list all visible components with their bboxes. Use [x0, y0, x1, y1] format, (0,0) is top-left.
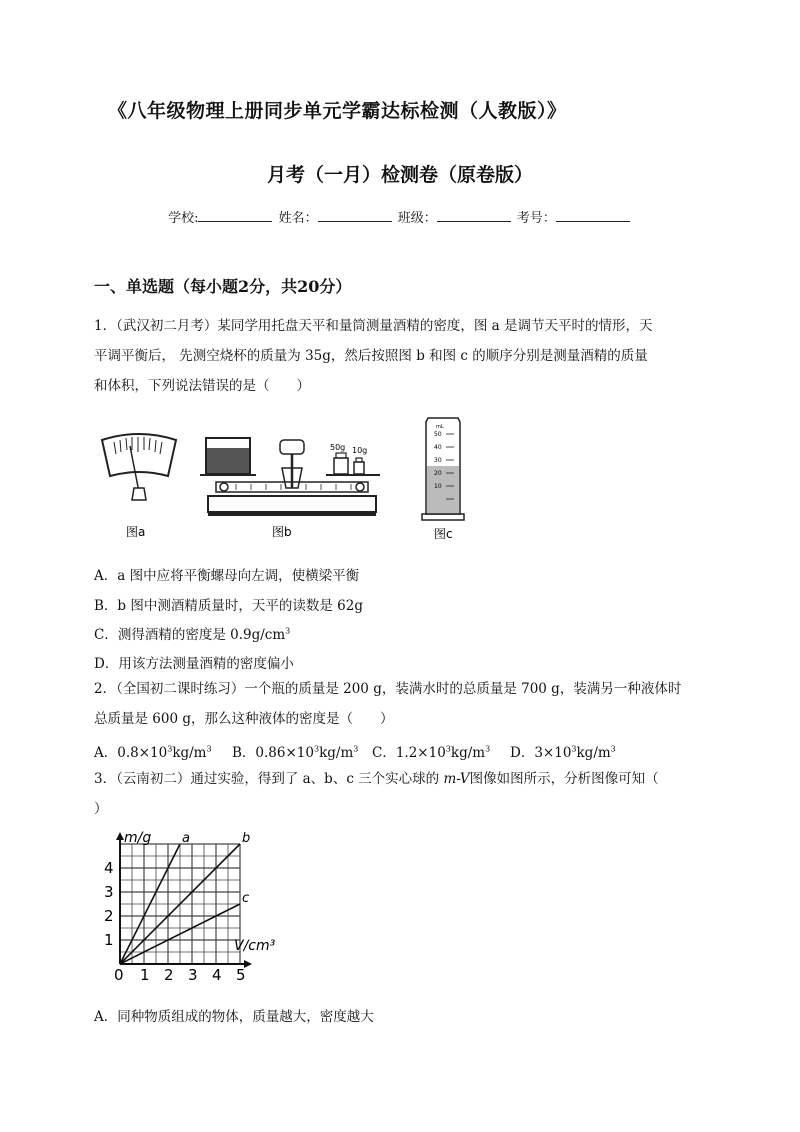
x-tick-label: 5	[236, 966, 246, 984]
q1-line3: 和体积，下列说法错误的是（ ）	[94, 378, 310, 394]
student-info-line	[0, 207, 800, 226]
x-tick-label: 0	[114, 966, 124, 984]
q2-line1: 2．（全国初二课时练习）一个瓶的质量是 200 g，装满水时的总质量是 700 g，装满另一种液体时	[94, 681, 682, 697]
q2-a-value: A．0.8×10	[94, 745, 168, 761]
name-label: 姓名：	[278, 211, 318, 226]
class-blank[interactable]	[437, 209, 511, 222]
y-axis-arrow	[116, 832, 124, 840]
fig-b-label: 图b	[272, 525, 292, 539]
mv-graph	[96, 828, 316, 998]
school-label: 学校:	[168, 211, 199, 226]
q1-line1: 1．（武汉初二月考）某同学用托盘天平和量筒测量酒精的密度，图 a 是调节天平时的情形，天	[94, 318, 653, 334]
cylinder-tick-20: 20	[434, 470, 442, 477]
y-tick-label: 1	[104, 931, 114, 949]
q2-b-unit: kg/m	[319, 745, 354, 761]
q3-option-a[interactable]: A．同种物质组成的物体，质量越大，密度越大	[94, 1009, 374, 1025]
cylinder-tick-50: 50	[434, 431, 442, 438]
q2-c-exp: 3	[445, 744, 451, 754]
q3-line1	[94, 764, 659, 794]
q1-option-d[interactable]: D．用该方法测量酒精的密度偏小	[94, 656, 294, 672]
q3-line1-math: m-V	[443, 771, 470, 787]
chart-labels	[104, 830, 276, 984]
q2-b-value: B．0.86×10	[232, 745, 314, 761]
q2-c-value: C．1.2×10	[372, 745, 446, 761]
x-axis-label: V/cm³	[234, 938, 276, 954]
q1-option-c[interactable]	[94, 623, 290, 643]
q2-d-value: D．3×10	[510, 745, 572, 761]
y-tick-label: 3	[104, 883, 114, 901]
q3-line2: ）	[94, 801, 108, 817]
series-label-a: a	[182, 831, 190, 846]
weight-10g-label: 10g	[352, 446, 368, 455]
cylinder-tick-30: 30	[434, 457, 442, 464]
q1-option-b[interactable]: B．b 图中测酒精质量时，天平的读数是 62g	[94, 598, 363, 614]
y-tick-label: 2	[104, 907, 114, 925]
section-title: 一、单选题（每小题2分，共20分）	[94, 277, 352, 296]
q3-line1-text: 3．（云南初二）通过实验，得到了 a、b、c 三个实心球的	[94, 771, 444, 787]
x-tick-label: 2	[164, 966, 174, 984]
q1-option-c-sup: 3	[285, 626, 291, 636]
exam-number-blank[interactable]	[556, 209, 630, 222]
figure-a-scale	[94, 428, 184, 543]
q1-option-c-text: C．测得酒精的密度是 0.9g/cm	[94, 627, 286, 643]
q2-option-c[interactable]	[372, 741, 490, 761]
q2-a-exp: 3	[167, 744, 173, 754]
x-tick-label: 3	[188, 966, 198, 984]
q2-option-b[interactable]	[232, 741, 358, 761]
y-axis-label: m/g	[124, 830, 152, 846]
q2-d-unit-sup: 3	[610, 744, 616, 754]
doc-title: 《八年级物理上册同步单元学霸达标检测（人教版）》	[108, 100, 567, 122]
q2-option-a[interactable]	[94, 741, 212, 761]
q2-line2: 总质量是 600 g，那么这种液体的密度是（ ）	[94, 711, 394, 727]
q2-b-unit-sup: 3	[353, 744, 359, 754]
series-label-c: c	[242, 891, 250, 906]
exam-number-label: 考号：	[516, 211, 556, 226]
doc-subtitle: 月考（一月）检测卷（原卷版）	[266, 164, 533, 186]
q2-b-exp: 3	[313, 744, 320, 754]
fig-a-label: 图a	[126, 525, 146, 539]
y-tick-label: 4	[104, 859, 114, 877]
q2-a-unit-sup: 3	[206, 744, 212, 754]
cylinder-tick-40: 40	[434, 444, 442, 451]
q2-d-exp: 3	[571, 744, 577, 754]
q3-line1-post: 图像如图所示，分析图像可知（	[469, 771, 659, 787]
figure-b-balance	[196, 428, 386, 543]
cylinder-tick-10: 10	[434, 483, 442, 490]
q2-c-unit: kg/m	[450, 745, 486, 761]
weight-50g-label: 50g	[330, 443, 346, 452]
q1-line2: 平调平衡后， 先测空烧杯的质量为 35g，然后按照图 b 和图 c 的顺序分别是测量酒精的质量	[94, 348, 648, 364]
x-tick-label: 4	[212, 966, 222, 984]
cylinder-unit: mL	[436, 424, 444, 430]
q2-d-unit: kg/m	[576, 745, 611, 761]
q2-a-unit: kg/m	[172, 745, 207, 761]
class-label: 班级：	[397, 211, 437, 226]
series-label-b: b	[242, 831, 251, 846]
school-blank[interactable]	[198, 209, 272, 222]
q2-c-unit-sup: 3	[485, 744, 491, 754]
q1-option-a[interactable]: A．a 图中应将平衡螺母向左调，使横梁平衡	[94, 568, 360, 584]
figure-c-cylinder	[420, 414, 470, 544]
fig-c-label: 图c	[434, 527, 453, 541]
q2-option-d[interactable]	[510, 741, 616, 761]
name-blank[interactable]	[318, 209, 392, 222]
x-tick-label: 1	[140, 966, 150, 984]
